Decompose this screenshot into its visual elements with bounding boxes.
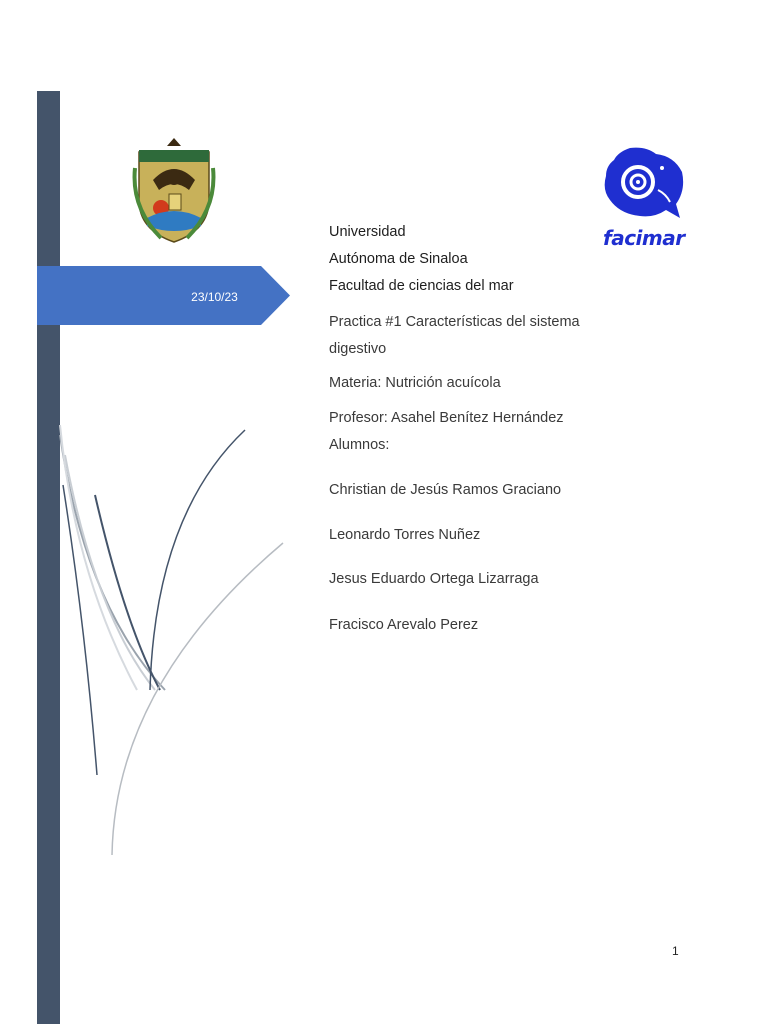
- page-number: 1: [672, 944, 679, 958]
- student-name: Leonardo Torres Nuñez: [329, 527, 481, 543]
- practice-title-line-2: digestivo: [329, 341, 387, 357]
- university-line-2: Autónoma de Sinaloa: [329, 251, 468, 267]
- facimar-wordmark: facimar: [603, 226, 685, 250]
- faculty-line: Facultad de ciencias del mar: [329, 278, 514, 294]
- university-line-1: Universidad: [329, 224, 406, 240]
- practice-title-line-1: Practica #1 Características del sistema: [329, 314, 580, 330]
- facimar-fish-icon: [600, 146, 686, 226]
- facimar-logo: [600, 146, 686, 254]
- banner-arrow-shape: [37, 266, 290, 325]
- subject-line: Materia: Nutrición acuícola: [329, 375, 501, 391]
- student-name: Fracisco Arevalo Perez: [329, 617, 479, 633]
- date-text: 23/10/23: [191, 290, 238, 304]
- date-banner: [37, 266, 290, 325]
- decorative-curves: [55, 425, 295, 865]
- students-label: Alumnos:: [329, 437, 390, 453]
- uas-seal-icon: [131, 138, 217, 246]
- professor-line: Profesor: Asahel Benítez Hernández: [329, 410, 564, 426]
- student-name: Jesus Eduardo Ortega Lizarraga: [329, 571, 539, 587]
- student-name: Christian de Jesús Ramos Graciano: [329, 482, 562, 498]
